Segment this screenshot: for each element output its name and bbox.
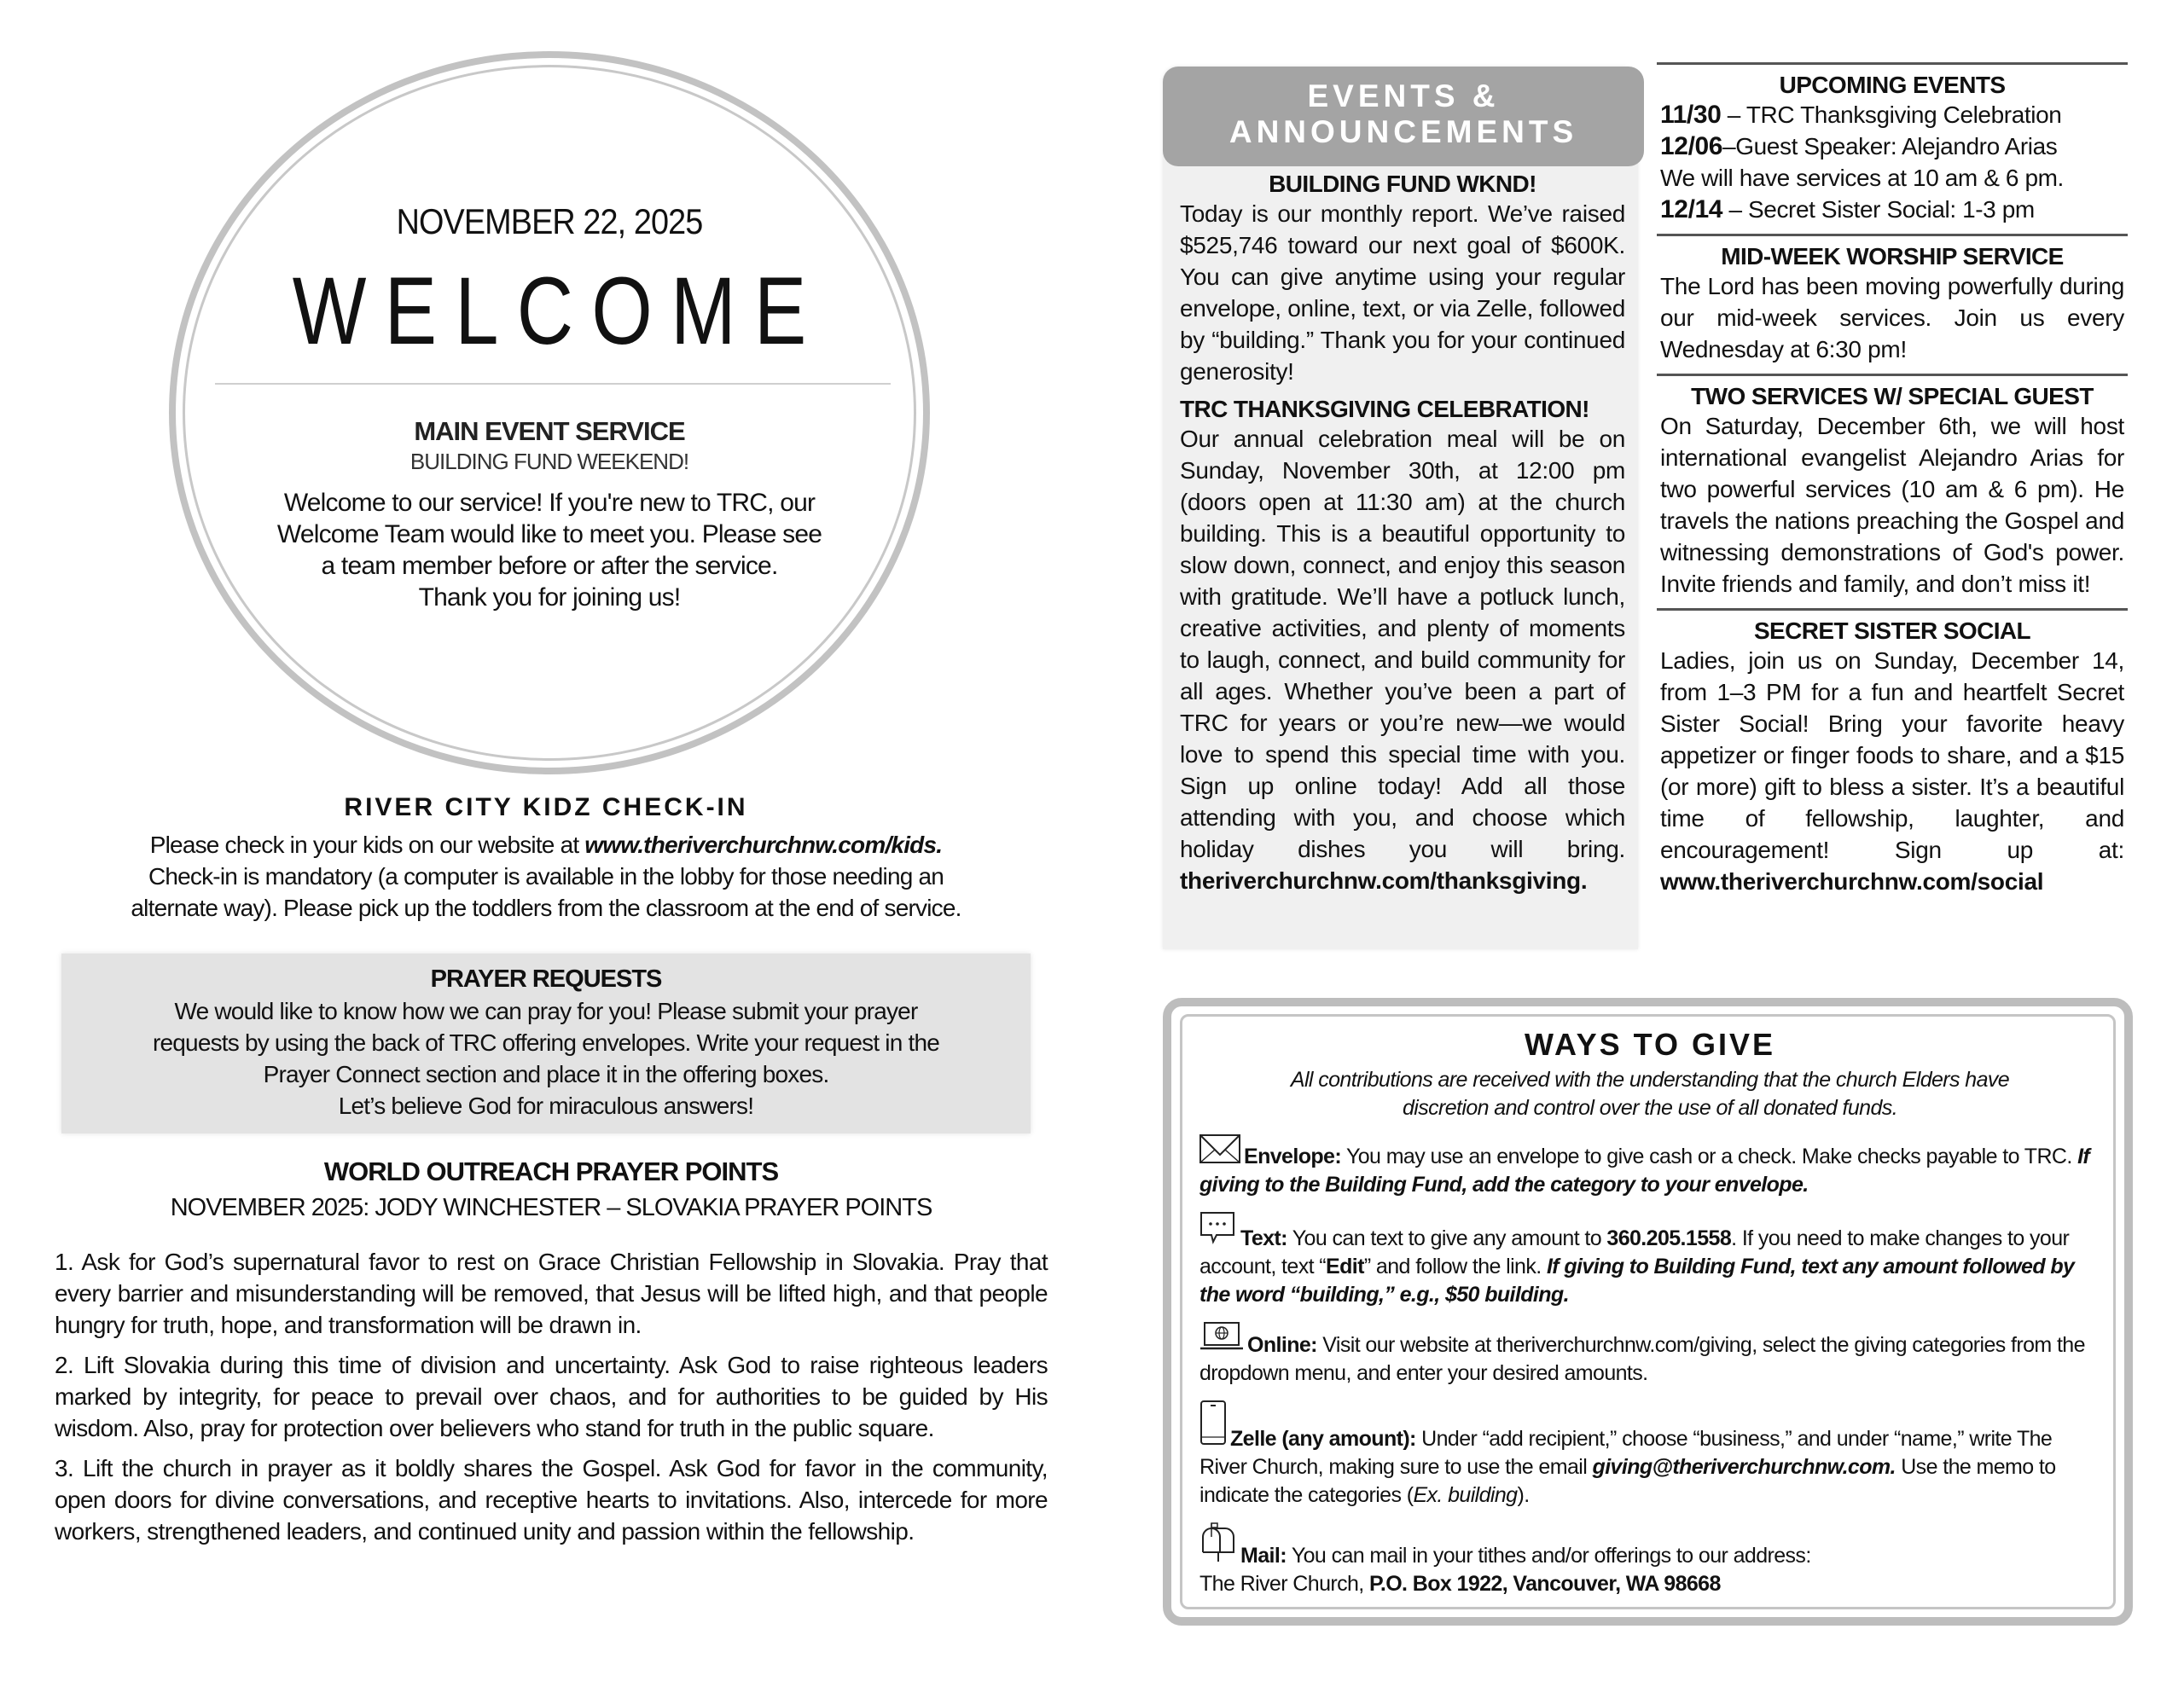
midweek-body: The Lord has been moving powerfully during our mid-week services. Join us every Wednesday at 6:30 pm! [1660, 273, 2124, 362]
events-header [1163, 67, 1644, 166]
main-event-section [169, 416, 930, 613]
kidz-line-2: Check-in is mandatory (a computer is available in the lobby for those needing an [148, 863, 944, 890]
chat-bubble-icon [1199, 1211, 1237, 1253]
online-text: Visit our website at theriverchurchnw.com/giving, select the giving categories from the dropdown menu, and enter your desired amounts. [1199, 1333, 2085, 1385]
zelle-label: Zelle (any amount): [1230, 1427, 1416, 1451]
special-guest-body: On Saturday, December 6th, we will host international evangelist Alejandro Arias for two powerful services (10 am & 6 pm). He travels the nations preaching the Gospel and witnessing demonstrations of God's power. Invite friends and family, and don’t miss it! [1660, 413, 2124, 597]
secret-sister-body [1660, 645, 2124, 897]
upcoming-event-item [1660, 130, 2124, 162]
give-zelle [1199, 1400, 2100, 1510]
building-fund-block [1180, 171, 1625, 387]
give-envelope [1199, 1134, 2100, 1199]
text-phone-number[interactable]: 360.205.1558 [1606, 1226, 1732, 1250]
zelle-text: Under “add recipient,” choose “business,” and under “name,” write The River Church, making sure to use the email [1199, 1427, 2053, 1479]
zelle-text: ). [1517, 1483, 1530, 1507]
secret-sister-title: SECRET SISTER SOCIAL [1753, 617, 2031, 644]
give-online [1199, 1321, 2100, 1388]
prayer-line: Prayer Connect section and place it in the offering boxes. [263, 1061, 829, 1087]
world-outreach-section [55, 1157, 1048, 1556]
secret-sister-link[interactable]: www.theriverchurchnw.com/social [1660, 868, 2044, 895]
mail-address: P.O. Box 1922, Vancouver, WA 98668 [1369, 1572, 1721, 1596]
bulletin-date: NOVEMBER 22, 2025 [396, 201, 703, 241]
prayer-line: requests by using the back of TRC offering envelopes. Write your request in the [152, 1029, 939, 1056]
upcoming-events-title: UPCOMING EVENTS [1779, 72, 2006, 98]
giving-disclaimer [1199, 1066, 2100, 1122]
upcoming-event-item [1660, 194, 2124, 225]
kidz-checkin-section [61, 793, 1031, 924]
zelle-example: Ex. building [1413, 1483, 1518, 1507]
outreach-title: WORLD OUTREACH PRAYER POINTS [323, 1157, 779, 1186]
welcome-message-line: Welcome Team would like to meet you. Please see [276, 520, 822, 548]
events-header-line-2: ANNOUNCEMENTS [1228, 114, 1578, 149]
prayer-point: 3. Lift the church in prayer as it boldly shares the Gospel. Ask God for favor in the community, open doors for divine conversations, and receptive hearts to invitations. Also, intercede for more workers, strengthened leaders, and continued unity and passion within the fellowship. [55, 1455, 1048, 1545]
mail-address-prefix: The River Church, [1199, 1572, 1369, 1596]
envelope-label: Envelope: [1244, 1145, 1342, 1168]
text-label: Text: [1240, 1226, 1287, 1250]
welcome-message [169, 487, 930, 613]
give-text [1199, 1211, 2100, 1309]
welcome-message-line: a team member before or after the service. [321, 552, 778, 580]
zelle-email[interactable]: giving@theriverchurchnw.com. [1592, 1455, 1896, 1479]
welcome-divider [215, 383, 891, 385]
ways-to-give-content [1199, 1027, 2100, 1598]
main-event-subtitle: BUILDING FUND WEEKEND! [410, 449, 689, 474]
secret-sister-section [1657, 608, 2128, 906]
phone-icon [1199, 1400, 1227, 1453]
zelle-text: Use the memo to indicate the categories ( [1199, 1455, 2056, 1507]
disclaimer-line: discretion and control over the use of all donated funds. [1402, 1096, 1898, 1120]
welcome-title: WELCOME [292, 258, 825, 364]
envelope-text: You may use an envelope to give cash or a check. Make checks payable to TRC. [1341, 1145, 2078, 1168]
text-body: ” and follow the link. [1363, 1255, 1547, 1278]
special-guest-section [1657, 374, 2128, 608]
outreach-points [55, 1246, 1048, 1547]
mailbox-icon [1199, 1522, 1237, 1570]
online-label: Online: [1247, 1333, 1317, 1357]
thanksgiving-text: Our annual celebration meal will be on Sunday, November 30th, at 12:00 pm (doors open at 11:30 am) at the church building. This is a beautiful opportunity to slow down, connect, and enjoy this season with gratitude. We’ll have a potluck lunch, creative activities, and plenty of moments to laugh, connect, and build community for all ages. Whether you’ve been a part of TRC for years or you’re new—we would love to spend this special time with you. Sign up online today! Add all those attending with you, and choose which holiday dishes you will bring. [1180, 426, 1625, 862]
kidz-line-3: alternate way). Please pick up the toddlers from the classroom at the end of service. [131, 895, 961, 921]
event-text: –Guest Speaker: Alejandro Arias [1722, 133, 2058, 159]
text-emphasis: If giving to Building Fund, text any amount followed by the word “building,” e.g., $50 building. [1199, 1255, 2075, 1307]
thanksgiving-body [1180, 423, 1625, 896]
midweek-section [1657, 234, 2128, 374]
events-body [1180, 171, 1625, 905]
kidz-line-1: Please check in your kids on our website at [149, 832, 585, 858]
events-header-line-1: EVENTS & [1307, 78, 1500, 113]
envelope-icon [1199, 1134, 1240, 1171]
prayer-requests-body [61, 995, 1031, 1122]
event-date: 12/14 [1660, 195, 1723, 223]
special-guest-title: TWO SERVICES W/ SPECIAL GUEST [1691, 383, 2094, 409]
prayer-line: We would like to know how we can pray for you! Please submit your prayer [174, 998, 918, 1024]
main-event-title: MAIN EVENT SERVICE [414, 416, 685, 446]
envelope-emphasis: If giving to the Building Fund, add the category to your envelope. [1199, 1145, 2090, 1197]
prayer-point: 2. Lift Slovakia during this time of division and uncertainty. Ask God to raise righteous leaders marked by integrity, for peace to prevail over chaos, and for authorities to be guided by His wisdom. Also, pray for protection over believers who stand for truth in the public square. [55, 1352, 1048, 1441]
upcoming-events-section [1657, 62, 2128, 234]
text-body: You can text to give any amount to [1287, 1226, 1607, 1250]
event-text: We will have services at 10 am & 6 pm. [1660, 165, 2064, 191]
mail-text: You can mail in your tithes and/or offerings to our address: [1286, 1544, 1811, 1568]
upcoming-event-note [1660, 162, 2124, 194]
give-mail [1199, 1522, 2100, 1598]
event-text: – Secret Sister Social: 1-3 pm [1722, 196, 2035, 223]
upcoming-event-item [1660, 99, 2124, 130]
kidz-checkin-title: RIVER CITY KIDZ CHECK-IN [344, 793, 748, 821]
laptop-globe-icon [1199, 1321, 1244, 1359]
ways-to-give-title: WAYS TO GIVE [1524, 1027, 1776, 1062]
event-date: 12/06 [1660, 132, 1723, 160]
thanksgiving-block [1180, 396, 1625, 896]
text-body: . If you need to make changes to your account, text “ [1199, 1226, 2070, 1278]
kidz-checkin-link[interactable]: www.theriverchurchnw.com/kids. [584, 832, 943, 858]
outreach-subtitle: NOVEMBER 2025: JODY WINCHESTER – SLOVAKIA PRAYER POINTS [170, 1194, 932, 1221]
thanksgiving-title: TRC THANKSGIVING CELEBRATION! [1180, 396, 1589, 422]
welcome-message-line: Welcome to our service! If you're new to TRC, our [283, 489, 816, 517]
mail-label: Mail: [1240, 1544, 1287, 1568]
prayer-requests-box [61, 954, 1031, 1133]
event-date: 11/30 [1660, 101, 1722, 129]
kidz-checkin-body [61, 829, 1031, 924]
welcome-circle-inner-ring [183, 65, 916, 761]
prayer-point: 1. Ask for God’s supernatural favor to rest on Grace Christian Fellowship in Slovakia. Pray that every barrier and misunderstanding will be removed, that Jesus will be lifted high, and that people hungry for truth, hope, and transformation will be drawn in. [55, 1249, 1048, 1338]
thanksgiving-link[interactable]: theriverchurchnw.com/thanksgiving. [1180, 867, 1588, 894]
building-fund-title: BUILDING FUND WKND! [1269, 171, 1536, 197]
secret-sister-text: Ladies, join us on Sunday, December 14, from 1–3 PM for a fun and heartfelt Secret Sister Social! Bring your favorite heavy appetizer or finger foods to share, and a $15 (or more) gift to bless a sister. It’s a beautiful time of fellowship, laughter, and encouragement! Sign up at: [1660, 647, 2124, 863]
disclaimer-line: All contributions are received with the understanding that the church Elders have [1290, 1068, 2010, 1092]
prayer-line: Let’s believe God for miraculous answers! [338, 1093, 754, 1119]
prayer-requests-title: PRAYER REQUESTS [430, 965, 662, 993]
midweek-title: MID-WEEK WORSHIP SERVICE [1721, 243, 2064, 270]
text-keyword: Edit [1326, 1255, 1364, 1278]
right-column [1657, 62, 2128, 906]
building-fund-body: Today is our monthly report. We’ve raised $525,746 toward our next goal of $600K. You can give anytime using your regular envelope, online, text, or via Zelle, followed by “building.” Thank you for your continued generosity! [1180, 200, 1625, 385]
welcome-message-line: Thank you for joining us! [418, 583, 681, 612]
event-text: – TRC Thanksgiving Celebration [1721, 101, 2062, 128]
